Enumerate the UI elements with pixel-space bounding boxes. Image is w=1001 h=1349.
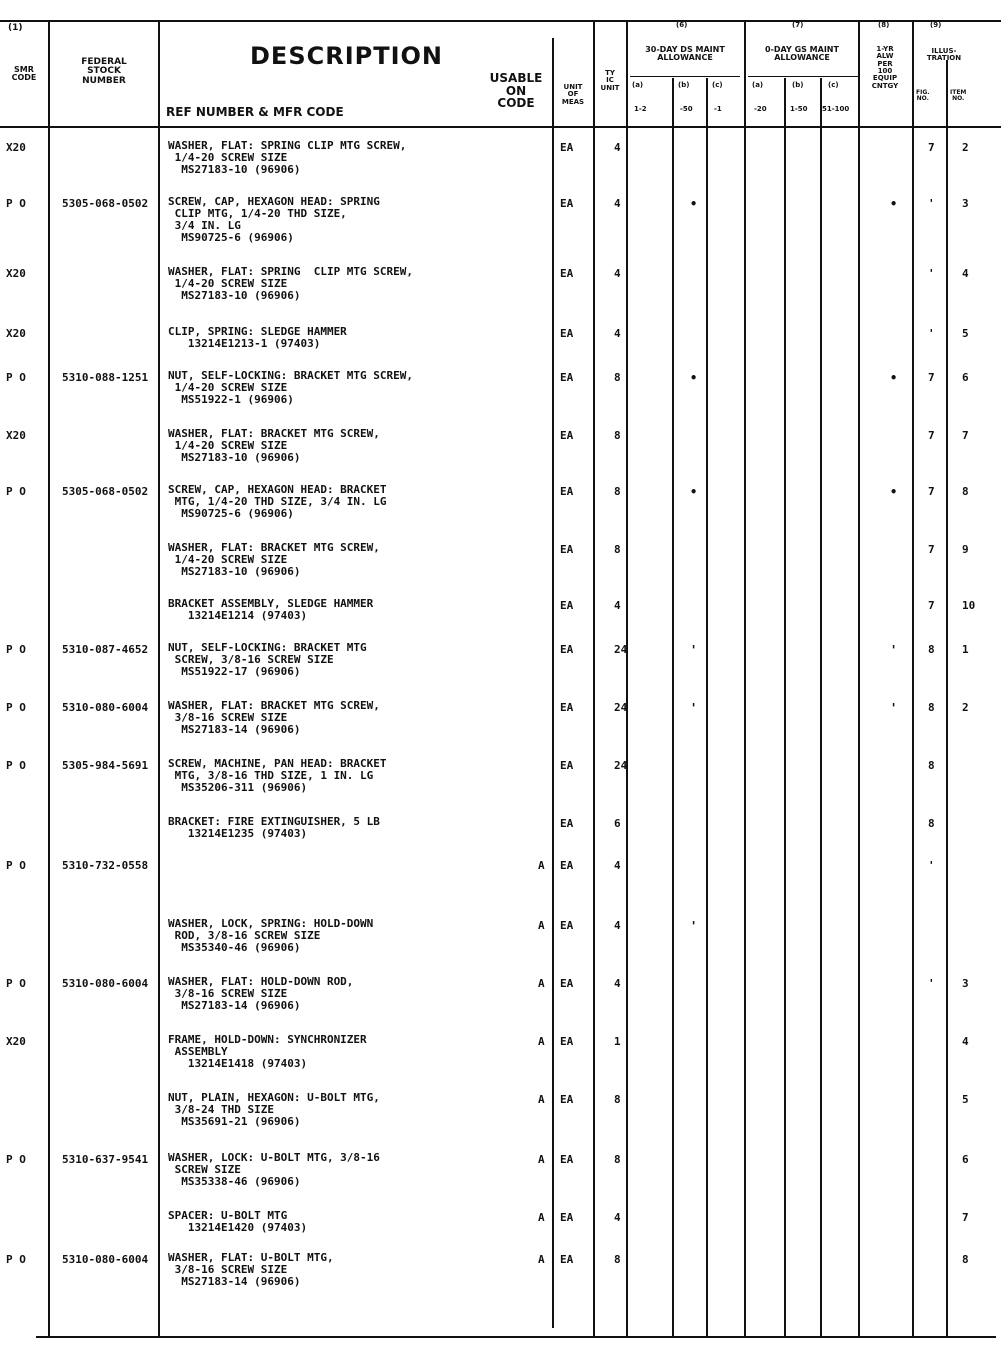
row-16-usable: A — [538, 1035, 545, 1048]
col7-range-c: 51-100 — [822, 105, 850, 113]
row-17-qty: 8 — [614, 1093, 621, 1106]
row-6-d8: • — [890, 485, 898, 499]
row-2-smr: X20 — [6, 267, 26, 280]
row-7-unit: EA — [560, 543, 574, 556]
unit-of-measure-header: UNIT OF MEAS — [561, 83, 585, 106]
vrule-6 — [672, 78, 674, 1336]
row-9-qty: 24 — [614, 643, 628, 656]
col9-number: (9) — [930, 21, 942, 29]
row-4-item: 6 — [962, 371, 969, 384]
row-7-item: 9 — [962, 543, 969, 556]
col8-number: (8) — [878, 21, 890, 29]
row-2-qty: 4 — [614, 267, 621, 280]
row-10-d6b: ' — [690, 701, 698, 715]
col9-sub-fig: FIG. NO. — [916, 89, 930, 103]
row-1-smr: P O — [6, 197, 26, 210]
row-2-item: 4 — [962, 267, 969, 280]
row-10-d8: ' — [890, 701, 898, 715]
col7-range-b: 1-50 — [790, 105, 808, 113]
row-0-smr: X20 — [6, 141, 26, 154]
row-0-unit: EA — [560, 141, 574, 154]
row-7-fig: 7 — [928, 543, 935, 556]
row-4-smr: P O — [6, 371, 26, 384]
row-15-desc: WASHER, FLAT: HOLD-DOWN ROD, 3/8-16 SCREW SIZE MS27183-14 (96906) — [168, 975, 354, 1012]
row-19-desc: SPACER: U-BOLT MTG 13214E1420 (97403) — [168, 1209, 308, 1234]
vrule-7 — [706, 78, 708, 1336]
row-3-fig: ' — [928, 327, 935, 340]
row-14-d6b: ' — [690, 919, 698, 933]
row-8-unit: EA — [560, 599, 574, 612]
vrule-1 — [48, 20, 50, 1336]
row-3-desc: CLIP, SPRING: SLEDGE HAMMER 13214E1213-1 (97403) — [168, 325, 347, 350]
row-1-qty: 4 — [614, 197, 621, 210]
row-1-desc: SCREW, CAP, HEXAGON HEAD: SPRING CLIP MTG, 1/4-20 THD SIZE, 3/4 IN. LG MS90725-6 (96906) — [168, 195, 380, 244]
row-14-desc: WASHER, LOCK, SPRING: HOLD-DOWN ROD, 3/8-16 SCREW SIZE MS35340-46 (96906) — [168, 917, 374, 954]
row-15-unit: EA — [560, 977, 574, 990]
row-1-unit: EA — [560, 197, 574, 210]
header-bottom-rule — [0, 126, 1001, 128]
row-11-smr: P O — [6, 759, 26, 772]
vrule-3 — [552, 38, 554, 1328]
row-3-qty: 4 — [614, 327, 621, 340]
row-1-d6b: • — [690, 197, 698, 211]
vrule-2 — [158, 20, 160, 1336]
col6-range-c: -1 — [714, 105, 722, 113]
col6-range-b: -50 — [680, 105, 693, 113]
row-19-qty: 4 — [614, 1211, 621, 1224]
row-18-item: 6 — [962, 1153, 969, 1166]
row-13-usable: A — [538, 859, 545, 872]
row-10-fig: 8 — [928, 701, 935, 714]
row-13-qty: 4 — [614, 859, 621, 872]
row-1-item: 3 — [962, 197, 969, 210]
col6-sub-c: (c) — [712, 81, 723, 89]
col7-sub-a: (a) — [752, 81, 764, 89]
row-11-fsn: 5305-984-5691 — [62, 759, 149, 772]
row-8-desc: BRACKET ASSEMBLY, SLEDGE HAMMER 13214E1214 (97403) — [168, 597, 374, 622]
row-4-qty: 8 — [614, 371, 621, 384]
col6-range-a: 1-2 — [634, 105, 647, 113]
row-13-fig: ' — [928, 859, 935, 872]
bottom-rule — [36, 1336, 996, 1338]
col8-title: 1-YR ALW PER 100 EQUIP CNTGY — [871, 45, 899, 90]
row-14-unit: EA — [560, 919, 574, 932]
row-17-item: 5 — [962, 1093, 969, 1106]
col6-sub-b: (b) — [678, 81, 690, 89]
row-13-smr: P O — [6, 859, 26, 872]
row-13-unit: EA — [560, 859, 574, 872]
row-6-unit: EA — [560, 485, 574, 498]
row-17-unit: EA — [560, 1093, 574, 1106]
row-1-d8: • — [890, 197, 898, 211]
row-16-smr: X20 — [6, 1035, 26, 1048]
row-10-desc: WASHER, FLAT: BRACKET MTG SCREW, 3/8-16 SCREW SIZE MS27183-14 (96906) — [168, 699, 380, 736]
row-5-desc: WASHER, FLAT: BRACKET MTG SCREW, 1/4-20 SCREW SIZE MS27183-10 (96906) — [168, 427, 380, 464]
row-8-item: 10 — [962, 599, 976, 612]
row-9-fig: 8 — [928, 643, 935, 656]
row-6-item: 8 — [962, 485, 969, 498]
row-8-fig: 7 — [928, 599, 935, 612]
row-6-fsn: 5305-068-0502 — [62, 485, 149, 498]
vrule-5 — [626, 20, 628, 1336]
row-5-fig: 7 — [928, 429, 935, 442]
usable-on-code-header: USABLE ON CODE — [489, 71, 543, 111]
row-18-smr: P O — [6, 1153, 26, 1166]
row-2-unit: EA — [560, 267, 574, 280]
row-1-fig: ' — [928, 197, 935, 210]
row-12-unit: EA — [560, 817, 574, 830]
row-15-smr: P O — [6, 977, 26, 990]
col7-title-rule — [748, 76, 858, 77]
vrule-12 — [912, 20, 914, 1336]
fsn-header: FEDERAL STOCK NUMBER — [81, 57, 127, 86]
row-15-fig: ' — [928, 977, 935, 990]
row-2-fig: ' — [928, 267, 935, 280]
row-16-desc: FRAME, HOLD-DOWN: SYNCHRONIZER ASSEMBLY 13214E1418 (97403) — [168, 1033, 367, 1070]
row-10-fsn: 5310-080-6004 — [62, 701, 149, 714]
row-12-desc: BRACKET: FIRE EXTINGUISHER, 5 LB 13214E1235 (97403) — [168, 815, 380, 840]
vrule-11 — [858, 20, 860, 1336]
row-4-fsn: 5310-088-1251 — [62, 371, 149, 384]
row-1-fsn: 5305-068-0502 — [62, 197, 149, 210]
row-0-fig: 7 — [928, 141, 935, 154]
row-14-usable: A — [538, 919, 545, 932]
row-15-item: 3 — [962, 977, 969, 990]
row-8-qty: 4 — [614, 599, 621, 612]
row-0-desc: WASHER, FLAT: SPRING CLIP MTG SCREW, 1/4-20 SCREW SIZE MS27183-10 (96906) — [168, 139, 407, 176]
col7-range-a: -20 — [754, 105, 767, 113]
row-6-qty: 8 — [614, 485, 621, 498]
smr-code-header: SMR CODE — [11, 65, 37, 83]
col6-title: 30-DAY DS MAINT ALLOWANCE — [645, 45, 725, 63]
row-14-qty: 4 — [614, 919, 621, 932]
col7-number: (7) — [792, 21, 804, 29]
description-title: DESCRIPTION — [250, 42, 444, 70]
row-10-item: 2 — [962, 701, 969, 714]
vrule-10 — [820, 78, 822, 1336]
row-15-fsn: 5310-080-6004 — [62, 977, 149, 990]
row-6-smr: P O — [6, 485, 26, 498]
top-rule — [0, 20, 1001, 22]
row-5-item: 7 — [962, 429, 969, 442]
row-10-unit: EA — [560, 701, 574, 714]
row-0-item: 2 — [962, 141, 969, 154]
row-9-fsn: 5310-087-4652 — [62, 643, 149, 656]
row-11-qty: 24 — [614, 759, 628, 772]
row-0-qty: 4 — [614, 141, 621, 154]
row-7-desc: WASHER, FLAT: BRACKET MTG SCREW, 1/4-20 SCREW SIZE MS27183-10 (96906) — [168, 541, 380, 578]
row-20-item: 8 — [962, 1253, 969, 1266]
row-20-usable: A — [538, 1253, 545, 1266]
vrule-13 — [946, 60, 948, 1336]
row-9-desc: NUT, SELF-LOCKING: BRACKET MTG SCREW, 3/8-16 SCREW SIZE MS51922-17 (96906) — [168, 641, 367, 678]
row-18-desc: WASHER, LOCK: U-BOLT MTG, 3/8-16 SCREW SIZE MS35338-46 (96906) — [168, 1151, 380, 1188]
description-subheader: REF NUMBER & MFR CODE — [166, 105, 344, 119]
row-19-unit: EA — [560, 1211, 574, 1224]
col1-number: (1) — [8, 23, 23, 33]
row-2-desc: WASHER, FLAT: SPRING CLIP MTG SCREW, 1/4-20 SCREW SIZE MS27183-10 (96906) — [168, 265, 414, 302]
col7-sub-c: (c) — [828, 81, 839, 89]
row-3-item: 5 — [962, 327, 969, 340]
row-19-item: 7 — [962, 1211, 969, 1224]
row-5-unit: EA — [560, 429, 574, 442]
row-4-d8: • — [890, 371, 898, 385]
row-6-d6b: • — [690, 485, 698, 499]
col6-title-rule — [630, 76, 740, 77]
row-17-desc: NUT, PLAIN, HEXAGON: U-BOLT MTG, 3/8-24 THD SIZE MS35691-21 (96906) — [168, 1091, 380, 1128]
row-16-unit: EA — [560, 1035, 574, 1048]
row-4-desc: NUT, SELF-LOCKING: BRACKET MTG SCREW, 1/4-20 SCREW SIZE MS51922-1 (96906) — [168, 369, 414, 406]
row-12-qty: 6 — [614, 817, 621, 830]
row-20-smr: P O — [6, 1253, 26, 1266]
row-4-d6b: • — [690, 371, 698, 385]
row-20-desc: WASHER, FLAT: U-BOLT MTG, 3/8-16 SCREW SIZE MS27183-14 (96906) — [168, 1251, 334, 1288]
row-18-usable: A — [538, 1153, 545, 1166]
row-15-usable: A — [538, 977, 545, 990]
row-3-unit: EA — [560, 327, 574, 340]
row-11-fig: 8 — [928, 759, 935, 772]
row-4-fig: 7 — [928, 371, 935, 384]
row-13-fsn: 5310-732-0558 — [62, 859, 149, 872]
row-10-smr: P O — [6, 701, 26, 714]
col7-sub-b: (b) — [792, 81, 804, 89]
col9-title: ILLUS- TRATION — [926, 47, 962, 63]
row-9-smr: P O — [6, 643, 26, 656]
row-17-usable: A — [538, 1093, 545, 1106]
row-15-qty: 4 — [614, 977, 621, 990]
row-20-unit: EA — [560, 1253, 574, 1266]
row-16-qty: 1 — [614, 1035, 621, 1048]
row-4-unit: EA — [560, 371, 574, 384]
col9-sub-item: ITEM NO. — [950, 89, 967, 103]
row-9-d6b: ' — [690, 643, 698, 657]
vrule-9 — [784, 78, 786, 1336]
row-20-qty: 8 — [614, 1253, 621, 1266]
row-12-fig: 8 — [928, 817, 935, 830]
qty-per-unit-header: TY IC UNIT — [600, 69, 620, 92]
vrule-4 — [593, 20, 595, 1336]
row-18-fsn: 5310-637-9541 — [62, 1153, 149, 1166]
row-11-desc: SCREW, MACHINE, PAN HEAD: BRACKET MTG, 3/8-16 THD SIZE, 1 IN. LG MS35206-311 (96906) — [168, 757, 387, 794]
row-20-fsn: 5310-080-6004 — [62, 1253, 149, 1266]
row-11-unit: EA — [560, 759, 574, 772]
col6-sub-a: (a) — [632, 81, 644, 89]
row-6-fig: 7 — [928, 485, 935, 498]
row-5-smr: X20 — [6, 429, 26, 442]
row-5-qty: 8 — [614, 429, 621, 442]
row-18-qty: 8 — [614, 1153, 621, 1166]
row-7-qty: 8 — [614, 543, 621, 556]
row-18-unit: EA — [560, 1153, 574, 1166]
row-16-item: 4 — [962, 1035, 969, 1048]
row-19-usable: A — [538, 1211, 545, 1224]
row-9-d8: ' — [890, 643, 898, 657]
row-10-qty: 24 — [614, 701, 628, 714]
row-9-item: 1 — [962, 643, 969, 656]
col6-number: (6) — [676, 21, 688, 29]
vrule-8 — [744, 20, 746, 1336]
col7-title: 0-DAY GS MAINT ALLOWANCE — [765, 45, 839, 63]
row-3-smr: X20 — [6, 327, 26, 340]
row-6-desc: SCREW, CAP, HEXAGON HEAD: BRACKET MTG, 1/4-20 THD SIZE, 3/4 IN. LG MS90725-6 (96906) — [168, 483, 387, 520]
row-9-unit: EA — [560, 643, 574, 656]
